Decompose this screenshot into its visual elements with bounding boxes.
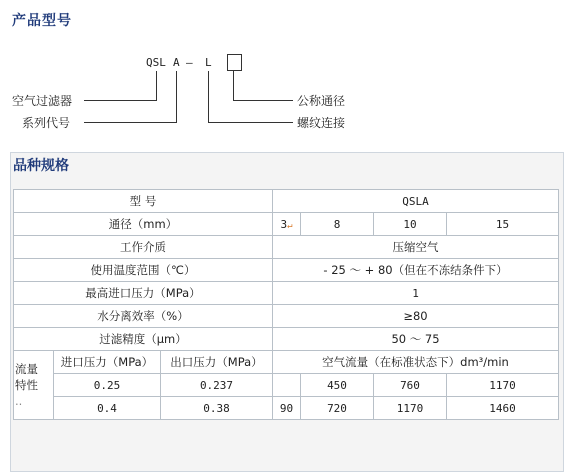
- bore-value: [273, 213, 301, 236]
- flow-value: 450: [301, 374, 374, 397]
- model-label: 型 号: [14, 190, 273, 213]
- bore-value: 15: [447, 213, 559, 236]
- max-pressure-value: 1: [273, 282, 559, 305]
- connector-line: [233, 70, 234, 101]
- air-filter-label: 空气过滤器: [12, 94, 73, 108]
- outlet-header: 出口压力（MPa）: [161, 351, 273, 374]
- table-row: [14, 351, 559, 374]
- table-row: [14, 236, 559, 259]
- nominal-size-label: 公称通径: [297, 94, 346, 108]
- connector-line: [176, 71, 177, 122]
- filter-value: 50 ～ 75: [273, 328, 559, 351]
- flow-value: 1460: [447, 397, 559, 420]
- connector-line: [208, 71, 209, 122]
- connector-line: [84, 122, 177, 123]
- filter-label: 过滤精度（μm）: [14, 328, 273, 351]
- connector-line: [156, 71, 157, 100]
- flow-value: 1170: [374, 397, 447, 420]
- bore-label: 通径（mm）: [14, 213, 273, 236]
- outlet-value: 0.38: [161, 397, 273, 420]
- table-row: [14, 190, 559, 213]
- inlet-value: 0.4: [54, 397, 161, 420]
- connector-line: [208, 122, 293, 123]
- flow-value: [273, 374, 301, 397]
- series-code-label: 系列代号: [22, 116, 71, 130]
- model-letter: A: [173, 56, 180, 69]
- spec-heading: 品种规格: [13, 158, 69, 174]
- model-dash: —: [186, 56, 193, 69]
- table-row: [14, 259, 559, 282]
- separation-value: ≥80: [273, 305, 559, 328]
- bore-value-text: 3: [280, 217, 288, 231]
- flow-value: 1170: [447, 374, 559, 397]
- temperature-label: 使用温度范围（℃）: [14, 259, 273, 282]
- connector-line: [84, 100, 157, 101]
- spec-panel: [10, 152, 564, 472]
- table-row: [14, 374, 559, 397]
- flow-label-line: 流量: [15, 362, 38, 376]
- threaded-connection-label: 螺纹连接: [297, 116, 346, 130]
- table-row: [14, 397, 559, 420]
- return-mark-icon: ↵: [287, 220, 293, 231]
- model-suffix: L: [205, 56, 212, 69]
- spec-table: [13, 189, 559, 420]
- flow-value: 90: [273, 397, 301, 420]
- flow-value: 720: [301, 397, 374, 420]
- flow-header: 空气流量（在标准状态下）dm³/min: [273, 351, 559, 374]
- inlet-header: 进口压力（MPa）: [54, 351, 161, 374]
- connector-line: [233, 100, 293, 101]
- medium-value: 压缩空气: [273, 236, 559, 259]
- model-prefix: QSL: [146, 56, 166, 69]
- table-row: [14, 213, 559, 236]
- flow-label-line: 特性 ..: [15, 378, 38, 408]
- separation-label: 水分离效率（%）: [14, 305, 273, 328]
- medium-label: 工作介质: [14, 236, 273, 259]
- inlet-value: 0.25: [54, 374, 161, 397]
- model-value: QSLA: [273, 190, 559, 213]
- size-code-box: [227, 54, 242, 71]
- page-title: 产品型号: [12, 13, 72, 29]
- table-row: [14, 305, 559, 328]
- table-row: [14, 282, 559, 305]
- outlet-value: 0.237: [161, 374, 273, 397]
- table-row: [14, 328, 559, 351]
- flow-label: [14, 351, 54, 420]
- flow-value: 760: [374, 374, 447, 397]
- temperature-value: - 25 ～ + 80（但在不冻结条件下）: [273, 259, 559, 282]
- bore-value: 10: [374, 213, 447, 236]
- max-pressure-label: 最高进口压力（MPa）: [14, 282, 273, 305]
- bore-value: 8: [301, 213, 374, 236]
